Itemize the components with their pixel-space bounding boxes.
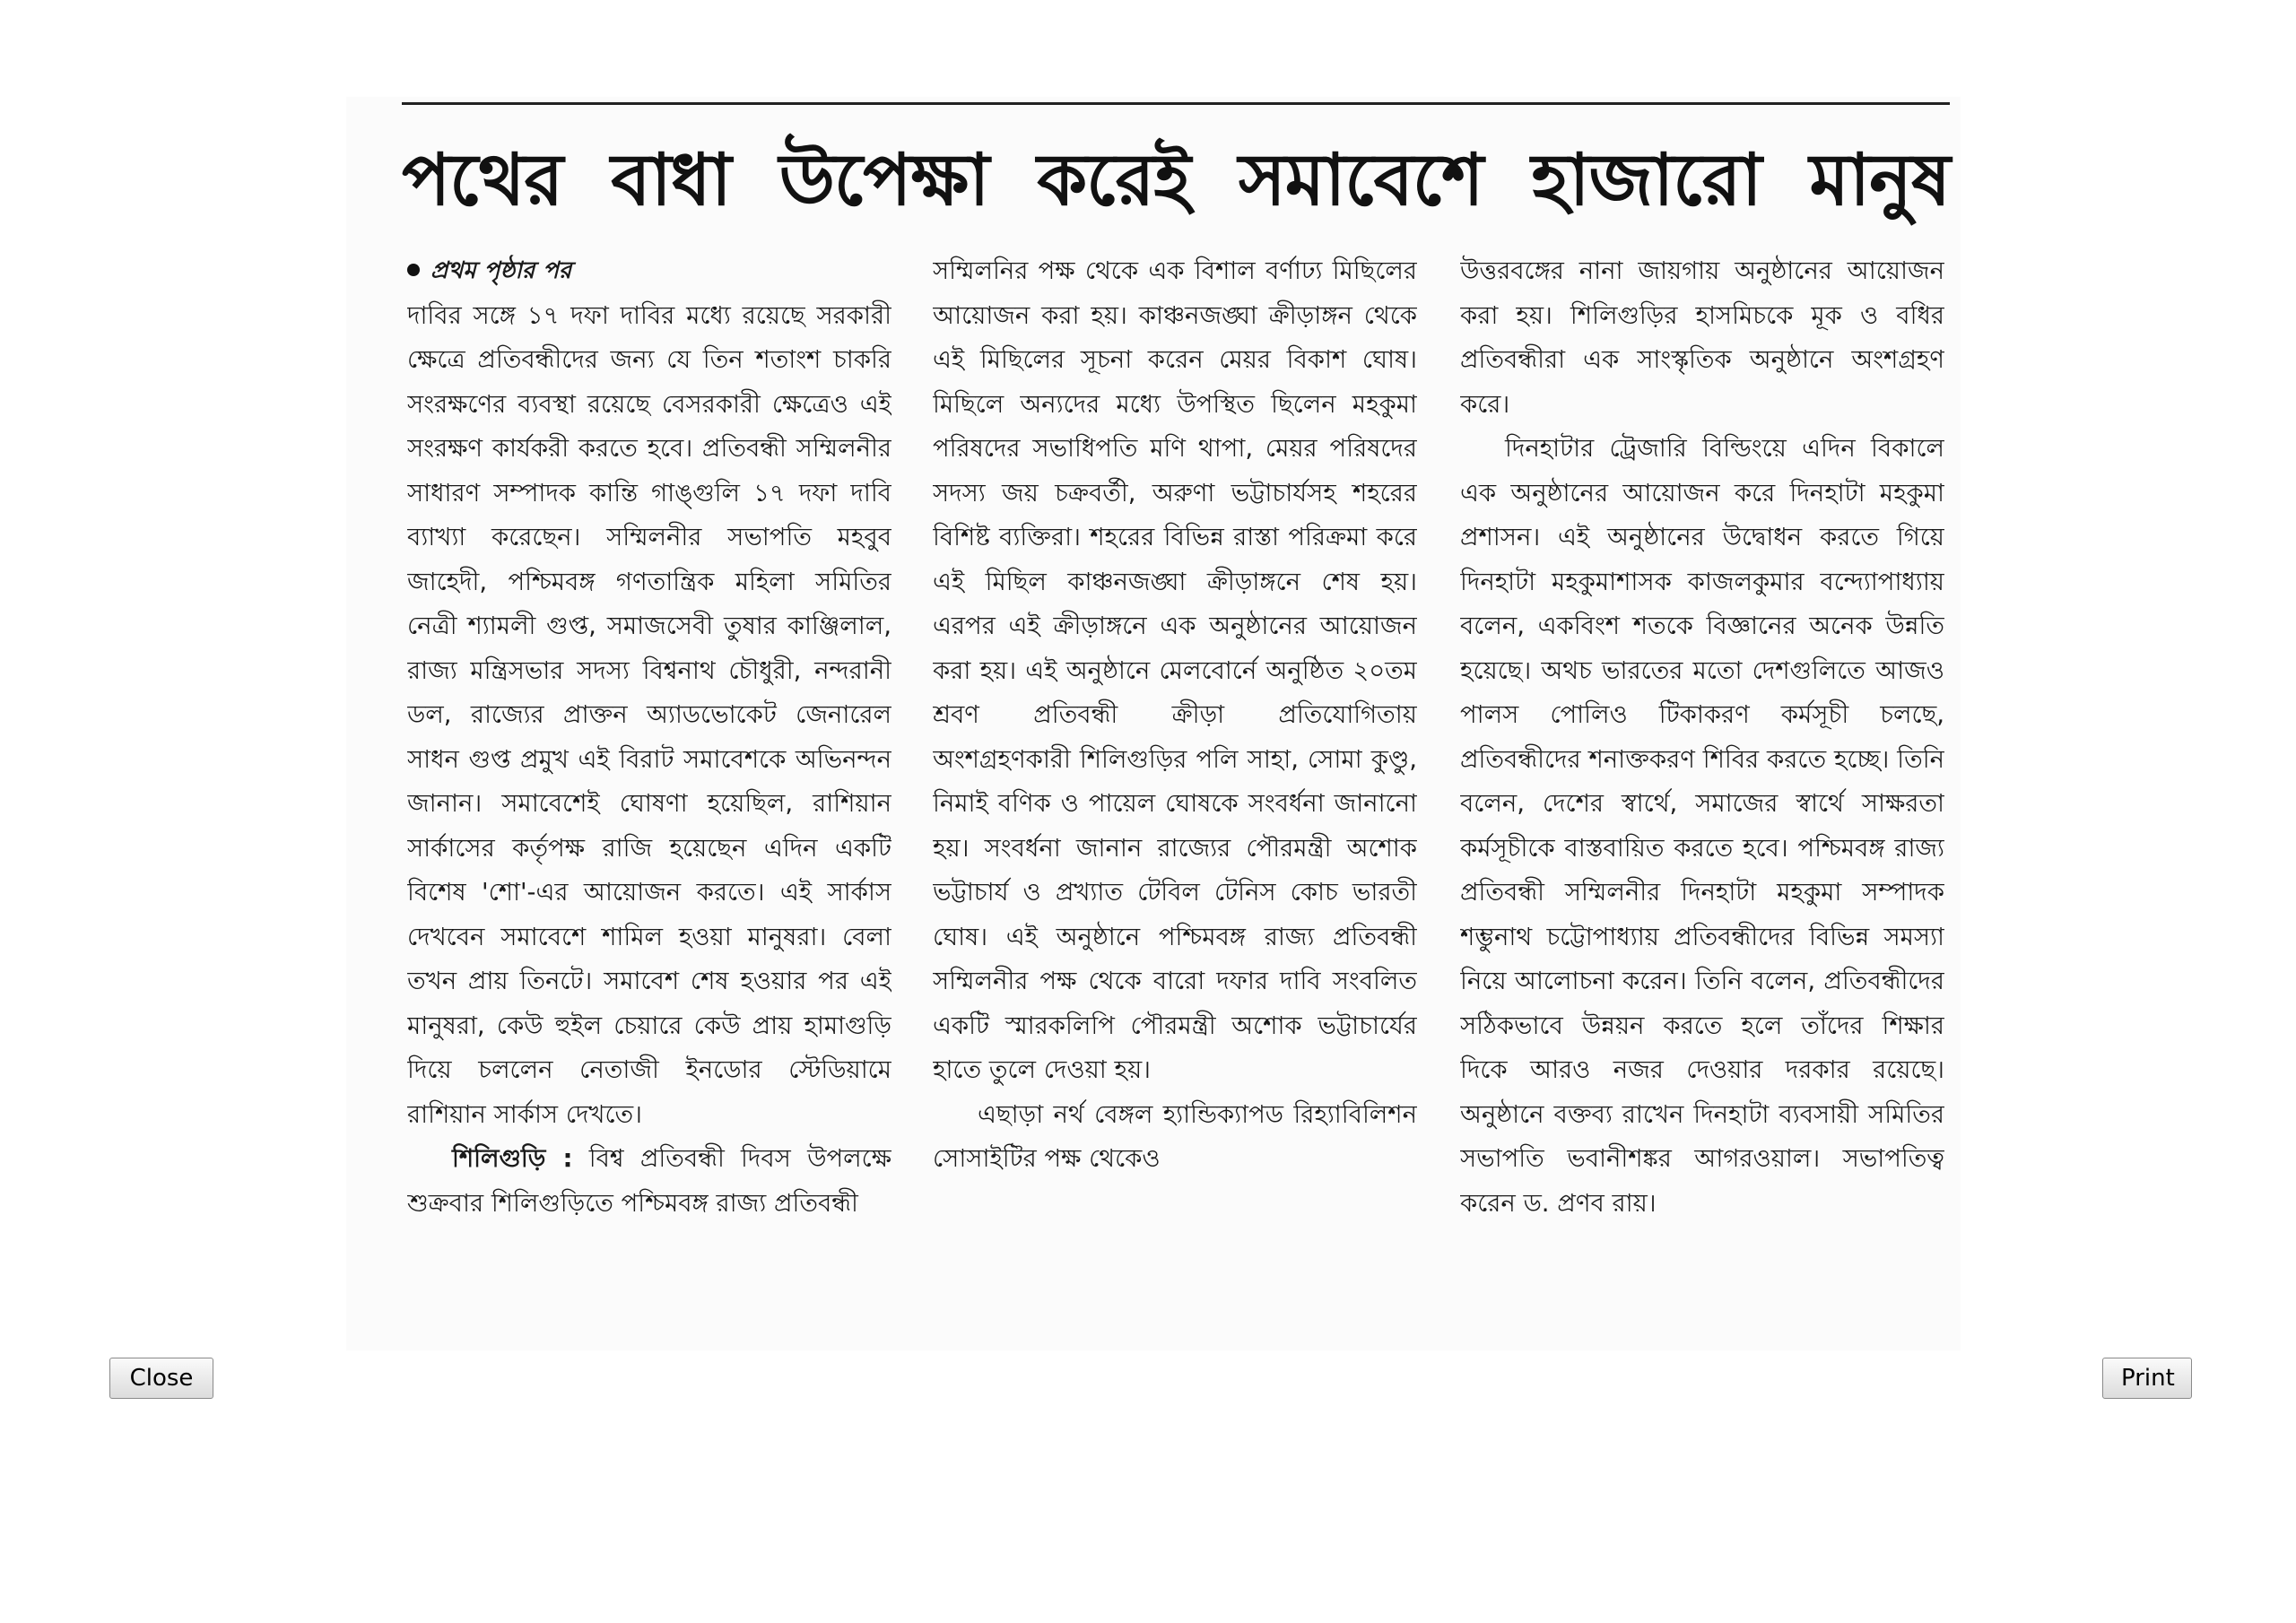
continuation-kicker (407, 249, 891, 294)
print-button[interactable]: Print (2102, 1358, 2192, 1399)
kicker-text: প্রথম পৃষ্ঠার পর (430, 257, 572, 284)
column-1-paragraph-1: দাবির সঙ্গে ১৭ দফা দাবির মধ্যে রয়েছে সরকারী ক্ষেত্রে প্রতিবন্ধীদের জন্য যে তিন শতাংশ চাকরি সংরক্ষণের ব্যবস্থা রয়েছে বেসরকারী ক্ষেত্রেও এই সংরক্ষণ কার্যকরী করতে হবে। প্রতিবন্ধী সম্মিলনীর সাধারণ সম্পাদক কান্তি গাঙ্গুলি ১৭ দফা দাবি ব্যাখ্যা করেছেন। সম্মিলনীর সভাপতি মহবুব জাহেদী, পশ্চিমবঙ্গ গণতান্ত্রিক মহিলা সমিতির নেত্রী শ্যামলী গুপ্ত, সমাজসেবী তুষার কাঞ্জিলাল, রাজ্য মন্ত্রিসভার সদস্য বিশ্বনাথ চৌধুরী, নন্দরানী ডল, রাজ্যের প্রাক্তন অ্যাডভোকেট জেনারেল সাধন গুপ্ত প্রমুখ এই বিরাট সমাবেশকে অভিনন্দন জানান। সমাবেশেই ঘোষণা হয়েছিল, রাশিয়ান সার্কাসের কর্তৃপক্ষ রাজি হয়েছেন এদিন একটি বিশেষ 'শো'-এর আয়োজন করতে। এই সার্কাস দেখবেন সমাবেশে শামিল হওয়া মানুষরা। বেলা তখন প্রায় তিনটে। সমাবেশ শেষ হওয়ার পর এই মানুষরা, কেউ হুইল চেয়ারে কেউ প্রায় হামাগুড়ি দিয়ে চললেন নেতাজী ইনডোর স্টেডিয়ামে রাশিয়ান সার্কাস দেখতে। (407, 300, 891, 1129)
column-3-paragraph-2: দিনহাটার ট্রেজারি বিল্ডিংয়ে এদিন বিকালে এক অনুষ্ঠানের আয়োজন করে দিনহাটা মহকুমা প্রশাসন। এই অনুষ্ঠানের উদ্বোধন করতে গিয়ে দিনহাটা মহকুমাশাসক কাজলকুমার বন্দ্যোপাধ্যায় বলেন, একবিংশ শতকে বিজ্ঞানের অনেক উন্নতি হয়েছে। অথচ ভারতের মতো দেশগুলিতে আজও পালস পোলিও টিকাকরণ কর্মসূচী চলছে, প্রতিবন্ধীদের শনাক্তকরণ শিবির করতে হচ্ছে। তিনি বলেন, দেশের স্বার্থে, সমাজের স্বার্থে সাক্ষরতা কর্মসূচীকে বাস্তবায়িত করতে হবে। পশ্চিমবঙ্গ রাজ্য প্রতিবন্ধী সম্মিলনীর দিনহাটা মহকুমা সম্পাদক শম্ভুনাথ চট্টোপাধ্যায় প্রতিবন্ধীদের বিভিন্ন সমস্যা নিয়ে আলোচনা করেন। তিনি বলেন, প্রতিবন্ধীদের সঠিকভাবে উন্নয়ন করতে হলে তাঁদের শিক্ষার দিকে আরও নজর দেওয়ার দরকার রয়েছে। অনুষ্ঠানে বক্তব্য রাখেন দিনহাটা ব্যবসায়ী সমিতির সভাপতি ভবানীশঙ্কর আগরওয়াল। সভাপতিত্ব করেন ড. প্রণব রায়। (1460, 434, 1944, 1218)
dateline: শিলিগুড়ি : (452, 1144, 573, 1173)
column-3-paragraph-1: উত্তরবঙ্গের নানা জায়গায় অনুষ্ঠানের আয়োজন করা হয়। শিলিগুড়ির হাসমিচকে মূক ও বধির প্রতিবন্ধীরা এক সাংস্কৃতিক অনুষ্ঠানে অংশগ্রহণ করে। (1460, 256, 1944, 419)
column-1-paragraph-2-text: বিশ্ব প্রতিবন্ধী দিবস উপলক্ষে শুক্রবার শিলিগুড়িতে পশ্চিমবঙ্গ রাজ্য প্রতিবন্ধী (407, 1144, 891, 1218)
column-1-paragraph-2 (407, 1137, 891, 1226)
newspaper-clipping (346, 97, 1961, 1350)
article-column-1 (407, 249, 891, 1334)
article-column-3 (1460, 249, 1944, 1334)
column-2-paragraph-1: সম্মিলনির পক্ষ থেকে এক বিশাল বর্ণাঢ্য মিছিলের আয়োজন করা হয়। কাঞ্চনজঙ্ঘা ক্রীড়াঙ্গন থেকে এই মিছিলের সূচনা করেন মেয়র বিকাশ ঘোষ। মিছিলে অন্যদের মধ্যে উপস্থিত ছিলেন মহকুমা পরিষদের সভাধিপতি মণি থাপা, মেয়র পরিষদের সদস্য জয় চক্রবর্তী, অরুণা ভট্টাচার্যসহ শহরের বিশিষ্ট ব্যক্তিরা। শহরের বিভিন্ন রাস্তা পরিক্রমা করে এই মিছিল কাঞ্চনজঙ্ঘা ক্রীড়াঙ্গনে শেষ হয়। এরপর এই ক্রীড়াঙ্গনে এক অনুষ্ঠানের আয়োজন করা হয়। এই অনুষ্ঠানে মেলবোর্নে অনুষ্ঠিত ২০তম শ্রবণ প্রতিবন্ধী ক্রীড়া প্রতিযোগিতায় অংশগ্রহণকারী শিলিগুড়ির পলি সাহা, সোমা কুণ্ডু, নিমাই বণিক ও পায়েল ঘোষকে সংবর্ধনা জানানো হয়। সংবর্ধনা জানান রাজ্যের পৌরমন্ত্রী অশোক ভট্টাচার্য ও প্রখ্যাত টেবিল টেনিস কোচ ভারতী ঘোষ। এই অনুষ্ঠানে পশ্চিমবঙ্গ রাজ্য প্রতিবন্ধী সম্মিলনীর পক্ষ থেকে বারো দফার দাবি সংবলিত একটি স্মারকলিপি পৌরমন্ত্রী অশোক ভট্টাচার্যের হাতে তুলে দেওয়া হয়। (933, 256, 1417, 1084)
article-headline: পথের বাধা উপেক্ষা করেই সমাবেশে হাজারো মানুষ (402, 138, 1950, 221)
close-button[interactable]: Close (109, 1358, 213, 1399)
column-2-paragraph-2: এছাড়া নর্থ বেঙ্গল হ্যান্ডিক্যাপড রিহ্যাবিলিশন সোসাইটির পক্ষ থেকেও (933, 1099, 1417, 1173)
top-rule-divider (402, 102, 1950, 105)
article-column-2 (933, 249, 1417, 1334)
bullet-icon (407, 264, 420, 276)
